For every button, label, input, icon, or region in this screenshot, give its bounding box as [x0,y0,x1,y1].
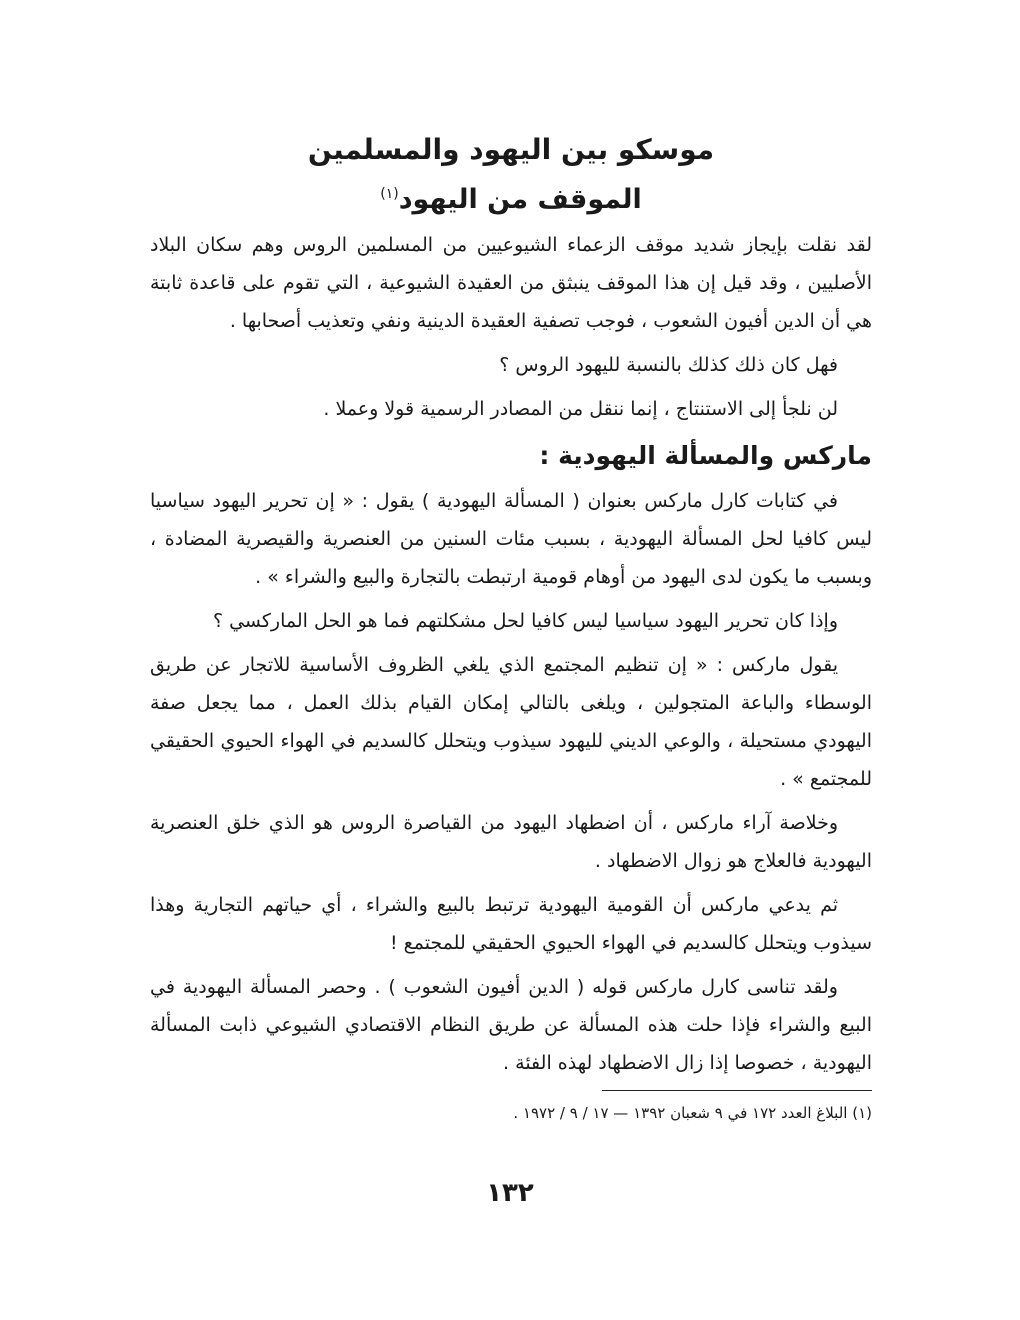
footnote: (١) البلاغ العدد ١٧٢ في ٩ شعبان ١٣٩٢ — ١٧ / ٩ / ١٩٧٢ . [513,1104,872,1122]
page-body [150,128,872,1125]
subtitle-text: الموقف من اليهود [398,184,642,215]
section-paragraph-6: ولقد تناسى كارل ماركس قوله ( الدين أفيون الشعوب ) . وحصر المسألة اليهودية في البيع والشراء فإذا حلت هذه المسألة عن طريق النظام الاقتصادي الشيوعي ذابت المسألة اليهودية ، خصوصا إذا زال الاضطهاد لهذه الفئة . [150,976,872,1074]
section-paragraph-1: في كتابات كارل ماركس بعنوان ( المسألة اليهودية ) يقول : « إن تحرير اليهود سياسيا ليس كافيا لحل المسألة اليهودية ، بسبب مئات السنين من العنصرية والقيصرية المضادة ، وبسبب ما يكون لدى اليهود من أوهام قومية ارتبطت بالتجارة والبيع والشراء » . [150,490,872,588]
intro-paragraph-1: لقد نقلت بإيجاز شديد موقف الزعماء الشيوعيين من المسلمين الروس وهم سكان البلاد الأصليين ، وقد قيل إن هذا الموقف ينبثق من العقيدة الشيوعية ، التي تقوم على قاعدة ثابتة هي أن الدين أفيون الشعوب ، فوجب تصفية العقيدة الدينية ونفي وتعذيب أصحابها . [150,234,872,332]
page-subtitle [150,172,872,222]
footnote-marker: (١) [380,186,399,202]
section-heading: ماركس والمسألة اليهودية : [539,441,872,470]
section-paragraph-5: ثم يدعي ماركس أن القومية اليهودية ترتبط بالبيع والشراء ، أي حياتهم التجارية وهذا سيذوب ويتحلل كالسديم في الهواء الحيوي الحقيقي للمجتمع ! [150,894,872,954]
intro-paragraph-3: لن نلجأ إلى الاستنتاج ، إنما ننقل من المصادر الرسمية قولا وعملا . [323,398,838,420]
section-paragraph-2: وإذا كان تحرير اليهود سياسيا ليس كافيا لحل مشكلتهم فما هو الحل الماركسي ؟ [212,610,838,632]
section-paragraph-3: يقول ماركس : « إن تنظيم المجتمع الذي يلغي الظروف الأساسية للاتجار عن طريق الوسطاء والباعة المتجولين ، ويلغى بالتالي إمكان القيام بذلك العمل ، مما يجعل صفة اليهودي مستحيلة ، والوعي الديني لليهود سيذوب ويتحلل كالسديم في الهواء الحيوي الحقيقي للمجتمع » . [150,654,872,790]
footnote-divider [602,1090,872,1091]
section-paragraph-4: وخلاصة آراء ماركس ، أن اضطهاد اليهود من القياصرة الروس هو الذي خلق العنصرية اليهودية فالعلاج هو زوال الاضطهاد . [150,812,872,872]
page-number: ١٣٢ [486,1178,534,1208]
page-title: موسكو بين اليهود والمسلمين [307,133,715,166]
intro-paragraph-2: فهل كان ذلك كذلك بالنسبة لليهود الروس ؟ [499,354,838,376]
